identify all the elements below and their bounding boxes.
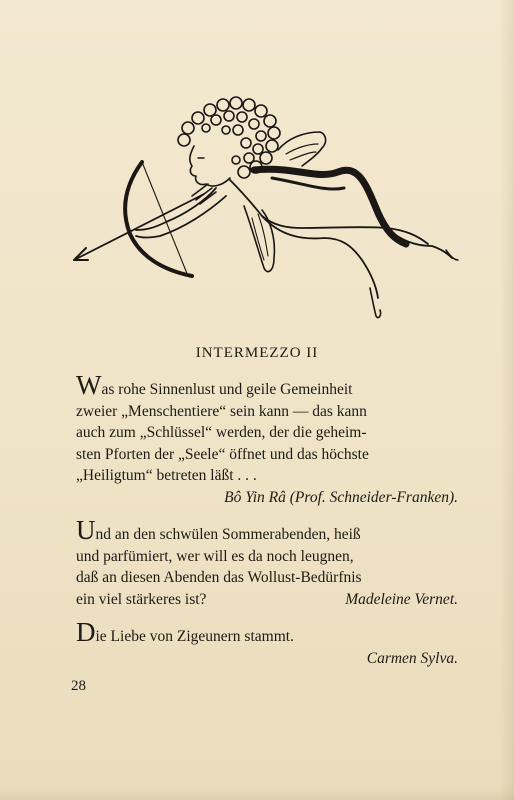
quote-attribution: Carmen Sylva. <box>366 649 458 667</box>
quote-block-1 <box>76 370 458 508</box>
quote-block-3 <box>76 617 458 669</box>
quote-last-row <box>76 589 458 611</box>
cupid-with-bow-icon <box>66 88 466 328</box>
quote-line: auch zum „Schlüssel“ werden, der die geheim- <box>76 424 367 441</box>
page-edge-shadow <box>500 0 514 800</box>
quote-line: daß an diesen Abenden das Wollust-Bedürfnis <box>76 569 362 586</box>
quote-line: „Heiligtum“ betreten läßt . . . <box>76 467 257 484</box>
quote-line: Die Liebe von Zigeunern stammt. <box>76 617 294 647</box>
page-bottom-shadow <box>0 786 514 800</box>
drop-initial: W <box>76 370 102 400</box>
quote-attribution: Madeleine Vernet. <box>345 590 458 608</box>
quote-line: und parfümiert, wer will es da noch leugnen, <box>76 547 354 565</box>
quote-line: zweier „Menschentiere“ sein kann — das kann <box>76 402 367 420</box>
quote-attribution: Bô Yin Râ (Prof. Schneider-Franken). <box>224 488 458 506</box>
quote-line: sten Pforten der „Seele“ öffnet und das höchste <box>76 445 369 463</box>
quote-line: Und an den schwülen Sommerabenden, heiß <box>76 515 361 545</box>
page-number: 28 <box>71 678 86 694</box>
section-title: INTERMEZZO II <box>195 345 319 361</box>
quote-block-2 <box>76 515 458 610</box>
drop-initial: D <box>76 617 96 647</box>
quote-line: ein viel stärkeres ist? <box>76 590 207 608</box>
quote-line: Was rohe Sinnenlust und geile Gemeinheit <box>76 370 353 400</box>
drop-initial: U <box>76 515 96 545</box>
